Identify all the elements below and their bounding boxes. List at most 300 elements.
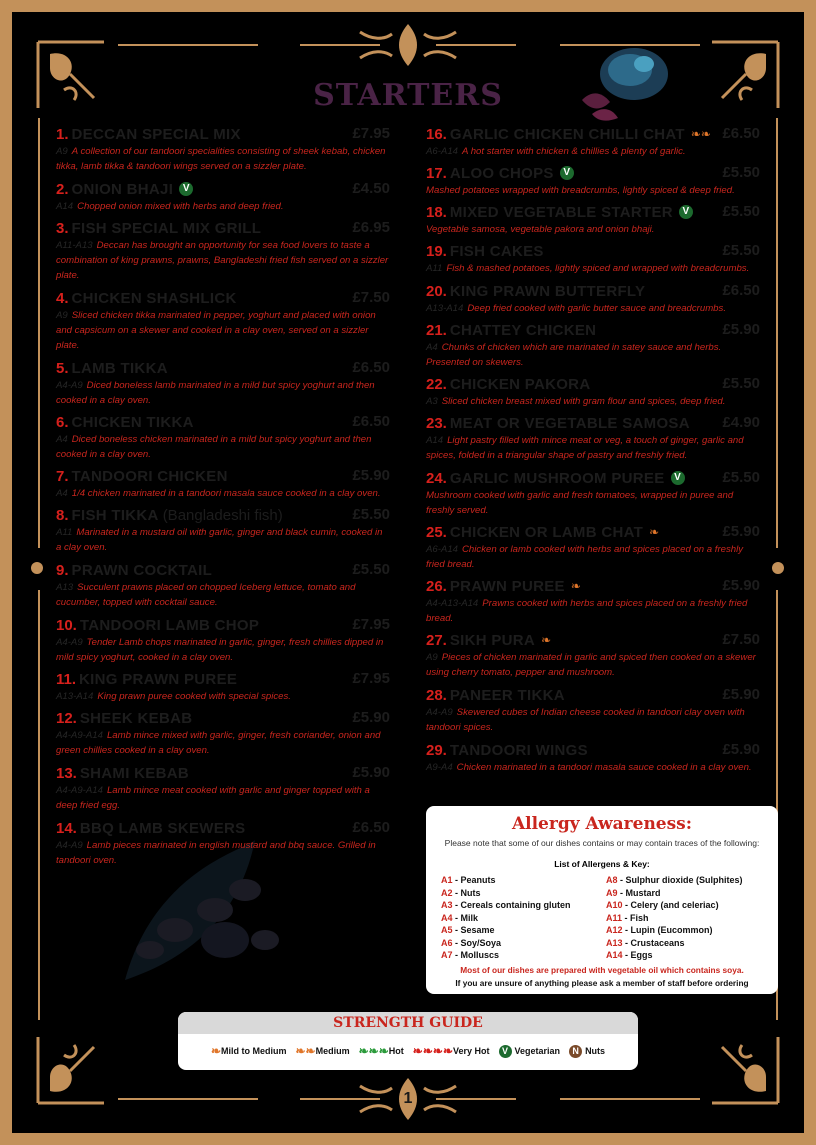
menu-item-price: £4.50 — [352, 180, 390, 197]
menu-item — [56, 466, 390, 501]
allergen-row-name: Lupin (Eucommon) — [630, 925, 713, 935]
nuts-icon: N — [569, 1045, 582, 1058]
menu-item-price: £5.90 — [722, 686, 760, 703]
menu-item-description — [56, 580, 390, 610]
frame-top-line-left — [118, 44, 258, 46]
menu-item-description — [56, 199, 390, 214]
menu-item-name: KING PRAWN BUTTERFLY — [449, 282, 646, 300]
menu-item-description — [426, 301, 760, 316]
strength-guide — [178, 1012, 638, 1070]
menu-item-number: 26. — [426, 577, 447, 595]
allergen-code: A4 — [56, 488, 68, 499]
menu-item-name: CHICKEN PAKORA — [449, 375, 591, 393]
menu-item-description — [426, 144, 760, 159]
menu-item-header — [426, 202, 760, 222]
allergen-row: A12 - Lupin (Eucommon) — [606, 925, 713, 935]
allergen-row: A3 - Cereals containing gluten — [441, 900, 571, 910]
menu-item-number: 11. — [56, 670, 77, 688]
menu-item-number: 25. — [426, 523, 447, 541]
menu-item-description-text: King prawn puree cooked with special spices. — [97, 691, 291, 702]
menu-item-header — [56, 505, 390, 525]
allergen-row-name: Sesame — [460, 925, 495, 935]
menu-item-header — [426, 740, 760, 760]
menu-item-header — [426, 630, 760, 650]
menu-item-number: 23. — [426, 414, 447, 432]
allergen-row-code: A1 — [441, 875, 453, 885]
menu-item-name: PANEER TIKKA — [449, 686, 565, 704]
chili-icon: ❧ — [210, 1044, 221, 1058]
menu-item-description — [56, 783, 390, 813]
menu-item — [56, 615, 390, 665]
menu-item-description-text: Succulent prawns placed on chopped Iceberg lettuce, tomato and cucumber, topped with cocktail sauce. — [56, 582, 356, 608]
menu-item-price: £6.50 — [352, 359, 390, 376]
menu-item-number: 13. — [56, 764, 77, 782]
menu-item-header — [56, 124, 390, 144]
menu-item-header — [56, 560, 390, 580]
menu-item-description — [56, 432, 390, 462]
menu-item-description-text: Diced boneless chicken marinated in a mild but spicy yoghurt and then cooked in a clay oven. — [56, 434, 372, 460]
menu-item-header — [56, 669, 390, 689]
menu-item-description — [426, 261, 760, 276]
menu-item — [56, 505, 390, 555]
menu-item-description-text: Light pastry filled with mince meat or veg, a touch of ginger, garlic and spices, folded in a triangular shape of pastry and freshly fried. — [426, 435, 744, 461]
allergen-row-name: Peanuts — [460, 875, 496, 885]
allergen-row-code: A4 — [441, 912, 453, 923]
menu-item-header — [56, 818, 390, 838]
menu-item-name: BBQ LAMB SKEWERS — [79, 819, 246, 837]
vegetarian-icon: V — [679, 205, 693, 219]
menu-item-number: 27. — [426, 631, 447, 649]
menu-item-description — [426, 394, 760, 409]
allergen-row-name: Celery (and celeriac) — [630, 900, 719, 910]
menu-item-header — [56, 763, 390, 783]
menu-item-description-text: Fish & mashed potatoes, lightly spiced and wrapped with breadcrumbs. — [446, 263, 750, 274]
legend-nuts — [569, 1045, 605, 1058]
menu-item — [56, 708, 390, 758]
legend-nuts-label: Nuts — [585, 1046, 606, 1056]
chili-icon: ❧❧ — [295, 1044, 316, 1058]
frame-right-dot — [772, 562, 784, 574]
menu-item — [426, 374, 760, 409]
menu-item — [56, 818, 390, 868]
allergen-row: A1 - Peanuts — [441, 875, 496, 885]
menu-item — [426, 685, 760, 735]
allergen-code: A3 — [426, 396, 438, 407]
menu-item-name: GARLIC MUSHROOM PUREE — [449, 469, 665, 487]
allergen-row: A6 - Soy/Soya — [441, 937, 502, 948]
allergen-code: A4-A13-A14 — [426, 598, 479, 609]
menu-item-number: 17. — [426, 164, 447, 182]
menu-item-price: £5.50 — [722, 469, 760, 486]
menu-item-header — [56, 179, 390, 199]
menu-item-name: LAMB TIKKA — [71, 359, 168, 377]
menu-item-name: SHEEK KEBAB — [79, 709, 193, 727]
allergen-row-code: A8 — [606, 875, 618, 885]
menu-item-header — [426, 413, 760, 433]
allergen-code: A13-A14 — [56, 691, 94, 702]
frame-left-line-top — [38, 118, 40, 548]
frame-left-dot — [31, 562, 43, 574]
allergy-note: Please note that some of our dishes contains or may contain traces of the following: — [444, 838, 760, 848]
menu-item-price: £5.50 — [722, 375, 760, 392]
menu-item-description-text: Sliced chicken tikka marinated in pepper, yoghurt and placed with onion and capsicum on a skewer and cooked in a clay oven, served on a sizzler plate. — [56, 310, 376, 351]
menu-item-description-text: Mashed potatoes wrapped with breadcrumbs, lightly spiced & deep fried. — [426, 185, 735, 196]
menu-item-name: PRAWN PUREE — [449, 577, 565, 595]
legend-vegetarian-label: Vegetarian — [514, 1046, 561, 1056]
menu-item-number: 19. — [426, 242, 447, 260]
menu-item-description-text: Skewered cubes of Indian cheese cooked in tandoori clay oven with tandoori spices. — [426, 707, 745, 733]
allergen-code: A6-A14 — [426, 544, 458, 555]
menu-item-description — [426, 222, 760, 237]
menu-item-description-text: Pieces of chicken marinated in garlic and spiced then cooked on a skewer using cherry tomato, pepper and mushroom. — [426, 652, 756, 678]
allergen-row-code: A9 — [606, 887, 618, 898]
menu-item — [56, 560, 390, 610]
menu-item-description — [426, 433, 760, 463]
menu-item-header — [426, 124, 760, 144]
menu-item-description-text: Chicken or lamb cooked with herbs and spices placed on a freshly fried bread. — [426, 544, 744, 570]
menu-item-price: £5.50 — [352, 561, 390, 578]
menu-item-header — [426, 163, 760, 183]
menu-item-number: 10. — [56, 616, 77, 634]
menu-item-description — [56, 728, 390, 758]
menu-item — [426, 630, 760, 680]
chili-icon: ❧ — [541, 633, 552, 647]
allergy-title: Allergy Awareness: — [511, 814, 693, 834]
menu-item-description-text: Chunks of chicken which are marinated in satey sauce and herbs. Presented on skewers. — [426, 342, 722, 368]
allergen-row-code: A2 — [441, 887, 453, 898]
allergy-awareness-box — [426, 806, 778, 994]
allergen-code: A11 — [426, 263, 443, 274]
menu-item-description-text: Diced boneless lamb marinated in a mild but spicy yoghurt and then cooked in a clay oven. — [56, 380, 375, 406]
menu-item-price: £5.50 — [352, 506, 390, 523]
menu-item-price: £5.90 — [352, 467, 390, 484]
menu-item-subtitle: (Bangladeshi fish) — [162, 506, 283, 524]
chili-icon: ❧❧❧ — [358, 1044, 389, 1058]
allergen-code: A14 — [426, 435, 444, 446]
menu-item-header — [426, 685, 760, 705]
menu-item-number: 21. — [426, 321, 447, 339]
menu-item-header — [426, 468, 760, 488]
allergen-code: A11 — [56, 527, 73, 538]
menu-item-price: £6.50 — [352, 413, 390, 430]
menu-item — [426, 241, 760, 276]
menu-item-number: 8. — [56, 506, 69, 524]
menu-item-header — [426, 374, 760, 394]
menu-item-name: MIXED VEGETABLE STARTER — [449, 203, 673, 221]
allergen-row-code: A10 — [606, 900, 623, 910]
menu-item-name: TANDOORI LAMB CHOP — [79, 616, 260, 634]
menu-item — [426, 576, 760, 626]
menu-item — [56, 412, 390, 462]
allergen-row-code: A7 — [441, 950, 453, 960]
allergen-row-code: A11 — [606, 912, 623, 923]
allergen-row-code: A12 — [606, 925, 623, 935]
menu-item-number: 20. — [426, 282, 447, 300]
menu-item-description-text: Tender Lamb chops marinated in garlic, ginger, fresh chillies dipped in mild spicy yoghurt, cooked in a clay oven. — [56, 637, 384, 663]
menu-item-description — [56, 144, 390, 174]
menu-item-name: SHAMI KEBAB — [79, 764, 189, 782]
allergen-code: A4-A9 — [56, 637, 83, 648]
menu-item-number: 16. — [426, 125, 447, 143]
menu-item-name: FISH CAKES — [449, 242, 544, 260]
allergen-code: A4-A9-A14 — [56, 730, 103, 741]
menu-item-price: £6.50 — [722, 282, 760, 299]
legend-medium-label: Medium — [315, 1046, 350, 1056]
allergen-code: A4-A9 — [56, 840, 83, 851]
menu-item-description-text: Lamb mince meat cooked with garlic and ginger topped with a deep fried egg. — [56, 785, 370, 811]
menu-item-price: £7.95 — [352, 670, 390, 687]
legend-vegetarian — [499, 1045, 561, 1058]
allergen-row: A11 - Fish — [606, 912, 649, 923]
vegetarian-icon: V — [560, 166, 574, 180]
frame-right-line-top — [776, 118, 778, 548]
menu-item-description — [56, 838, 390, 868]
menu-item-price: £7.95 — [352, 125, 390, 142]
allergen-list — [441, 874, 771, 962]
menu-item-description-text: Deep fried cooked with garlic butter sauce and breadcrumbs. — [467, 303, 726, 314]
allergen-row-code: A14 — [606, 950, 623, 960]
menu-item-price: £5.50 — [722, 242, 760, 259]
vegetarian-icon: V — [179, 182, 193, 196]
ask-staff-notice: If you are unsure of anything please ask a member of staff before ordering — [455, 978, 749, 988]
menu-item-header — [426, 241, 760, 261]
menu-item-price: £7.50 — [722, 631, 760, 648]
menu-item-number: 14. — [56, 819, 77, 837]
menu-item-description — [56, 378, 390, 408]
allergen-row: A10 - Celery (and celeriac) — [606, 900, 719, 910]
legend-hot — [359, 1044, 404, 1058]
allergen-row-code: A3 — [441, 900, 453, 910]
menu-item-name: ONION BHAJI — [71, 180, 174, 198]
menu-item-name: FISH SPECIAL MIX GRILL — [71, 219, 262, 237]
strength-guide-title: STRENGTH GUIDE — [178, 1012, 638, 1034]
allergen-row: A5 - Sesame — [441, 925, 495, 935]
menu-item — [426, 740, 760, 775]
page-number: 1 — [403, 1090, 413, 1107]
menu-item-description-text: Mushroom cooked with garlic and fresh tomatoes, wrapped in puree and freshly served. — [426, 490, 734, 516]
menu-item-header — [56, 466, 390, 486]
menu-item-price: £6.50 — [722, 125, 760, 142]
menu-item-description-text: A collection of our tandoori specialities consisting of sheek kebab, chicken tikka, lamb tikka & tandoori wings served on a sizzler plate. — [56, 146, 386, 172]
menu-item-price: £4.90 — [722, 414, 760, 431]
allergen-row: A4 - Milk — [441, 912, 479, 923]
menu-item-description-text: Prawns cooked with herbs and spices placed on a freshly fried bread. — [426, 598, 748, 624]
allergen-code: A11-A13 — [56, 240, 93, 251]
menu-item-description — [56, 689, 390, 704]
menu-item-number: 9. — [56, 561, 69, 579]
menu-item-name: ALOO CHOPS — [449, 164, 554, 182]
menu-item-price: £5.50 — [722, 203, 760, 220]
legend-mild-label: Mild to Medium — [221, 1046, 287, 1056]
menu-item-number: 18. — [426, 203, 447, 221]
soya-oil-notice: Most of our dishes are prepared with vegetable oil which contains soya. — [460, 965, 744, 975]
allergen-row-name: Milk — [460, 912, 479, 923]
menu-item — [56, 124, 390, 174]
menu-item-price: £6.95 — [352, 219, 390, 236]
menu-item-name: MEAT OR VEGETABLE SAMOSA — [449, 414, 690, 432]
legend-very-hot-label: Very Hot — [453, 1046, 490, 1056]
menu-item-number: 22. — [426, 375, 447, 393]
menu-item-description — [426, 183, 760, 198]
menu-item-name: CHATTEY CHICKEN — [449, 321, 597, 339]
allergen-row: A7 - Molluscs — [441, 950, 500, 960]
menu-item-header — [56, 412, 390, 432]
menu-item-price: £5.90 — [722, 321, 760, 338]
menu-item-name: GARLIC CHICKEN CHILLI CHAT — [449, 125, 685, 143]
allergen-row-name: Cereals containing gluten — [460, 900, 571, 910]
menu-item-number: 7. — [56, 467, 69, 485]
vegetarian-icon: V — [671, 471, 685, 485]
menu-item — [56, 358, 390, 408]
menu-item-description — [56, 635, 390, 665]
menu-item-description — [56, 308, 390, 353]
chili-icon: ❧❧ — [690, 127, 711, 141]
frame-left-line-bottom — [38, 590, 40, 1020]
allergen-code: A13-A14 — [426, 303, 464, 314]
menu-item — [56, 218, 390, 283]
menu-item-description-text: Lamb pieces marinated in english mustard and bbq sauce. Grilled in tandoori oven. — [56, 840, 376, 866]
allergen-row-name: Crustaceans — [630, 937, 685, 948]
menu-item-header — [426, 576, 760, 596]
menu-item-description — [426, 542, 760, 572]
menu-item — [56, 179, 390, 214]
menu-item-description — [56, 486, 390, 501]
menu-item-name: CHICKEN SHASHLICK — [71, 289, 237, 307]
menu-item — [426, 281, 760, 316]
menu-item-price: £5.90 — [352, 764, 390, 781]
vegetarian-icon: V — [499, 1045, 512, 1058]
menu-item-number: 29. — [426, 741, 447, 759]
allergen-row: A14 - Eggs — [606, 950, 653, 960]
menu-item-name: TANDOORI WINGS — [449, 741, 588, 759]
menu-item-price: £7.95 — [352, 616, 390, 633]
menu-item-description — [56, 525, 390, 555]
menu-item — [56, 669, 390, 704]
menu-item-number: 5. — [56, 359, 69, 377]
allergen-list-right — [606, 874, 771, 962]
menu-item-description-text: Lamb mince mixed with garlic, ginger, fresh coriander, onion and green chillies cooked in a clay oven. — [56, 730, 381, 756]
menu-item-header — [426, 281, 760, 301]
menu-item — [426, 468, 760, 518]
menu-item-description-text: 1/4 chicken marinated in a tandoori masala sauce cooked in a clay oven. — [71, 488, 381, 499]
menu-item-description-text: A hot starter with chicken & chillies & plenty of garlic. — [462, 146, 686, 157]
menu-item-number: 3. — [56, 219, 69, 237]
menu-item-name: TANDOORI CHICKEN — [71, 467, 228, 485]
menu-item — [426, 522, 760, 572]
menu-item-header — [56, 288, 390, 308]
menu-item — [426, 413, 760, 463]
menu-item-price: £5.90 — [352, 709, 390, 726]
menu-item-header — [56, 218, 390, 238]
menu-item-header — [426, 320, 760, 340]
legend-mild — [211, 1044, 287, 1058]
menu-item-name: DECCAN SPECIAL MIX — [71, 125, 241, 143]
allergen-code: A6-A14 — [426, 146, 458, 157]
menu-item-number: 2. — [56, 180, 69, 198]
menu-item-name: KING PRAWN PUREE — [79, 670, 238, 688]
menu-item-description-text: Deccan has brought an opportunity for sea food lovers to taste a combination of king prawns, prawns, Bangladeshi fried fish served on a sizzler plate. — [56, 240, 389, 281]
menu-item-description-text: Marinated in a mustard oil with garlic, ginger and black cumin, cooked in a clay oven. — [56, 527, 383, 553]
page-title: STARTERS — [313, 78, 503, 113]
menu-item-name: CHICKEN TIKKA — [71, 413, 194, 431]
menu-item-description — [426, 488, 760, 518]
menu-item-number: 28. — [426, 686, 447, 704]
menu-item-header — [56, 708, 390, 728]
menu-item — [426, 163, 760, 198]
allergen-code: A9-A4 — [426, 762, 453, 773]
menu-item-description-text: Sliced chicken breast mixed with gram flour and spices, deep fried. — [441, 396, 726, 407]
allergen-row-code: A13 — [606, 937, 623, 948]
legend-very-hot — [413, 1044, 490, 1058]
menu-item-number: 24. — [426, 469, 447, 487]
legend-hot-label: Hot — [388, 1046, 404, 1056]
allergen-code: A4-A9-A14 — [56, 785, 103, 796]
menu-item — [56, 763, 390, 813]
menu-item-number: 6. — [56, 413, 69, 431]
strength-guide-legend — [178, 1034, 638, 1068]
allergen-code: A4 — [56, 434, 68, 445]
menu-item-header — [56, 358, 390, 378]
menu-item-description — [426, 650, 760, 680]
allergen-code: A4-A9 — [56, 380, 83, 391]
menu-item-header — [426, 522, 760, 542]
chili-icon: ❧ — [649, 525, 660, 539]
allergen-code: A14 — [56, 201, 74, 212]
menu-item-name: PRAWN COCKTAIL — [71, 561, 213, 579]
allergen-key-title: List of Allergens & Key: — [554, 859, 650, 869]
allergen-code: A9 — [56, 310, 68, 321]
menu-item-number: 4. — [56, 289, 69, 307]
menu-item-description — [426, 340, 760, 370]
menu-item-name: SIKH PURA — [449, 631, 536, 649]
top-flourish-ornament — [300, 20, 516, 70]
allergen-list-left — [441, 874, 606, 962]
allergen-code: A4 — [426, 342, 438, 353]
menu-item — [426, 202, 760, 237]
menu-item-number: 12. — [56, 709, 77, 727]
allergen-row-name: Eggs — [630, 950, 653, 960]
left-menu-column — [56, 124, 390, 868]
legend-medium — [296, 1044, 350, 1058]
menu-item-description — [426, 705, 760, 735]
menu-item-price: £5.90 — [722, 577, 760, 594]
menu-item-description — [426, 760, 760, 775]
chili-icon: ❧❧❧❧ — [412, 1044, 454, 1058]
allergen-row: A9 - Mustard — [606, 887, 661, 898]
allergen-code: A4-A9 — [426, 707, 453, 718]
menu-item — [426, 320, 760, 370]
allergen-row-name: Molluscs — [460, 950, 500, 960]
allergen-row-code: A5 — [441, 925, 453, 935]
menu-item-description-text: Chopped onion mixed with herbs and deep fried. — [77, 201, 284, 212]
allergen-row: A8 - Sulphur dioxide (Sulphites) — [606, 875, 743, 885]
allergen-row-name: Fish — [630, 912, 649, 923]
allergen-row: A2 - Nuts — [441, 887, 481, 898]
allergen-row-name: Sulphur dioxide (Sulphites) — [625, 875, 743, 885]
allergen-row-name: Soy/Soya — [460, 937, 502, 948]
menu-item-price: £5.90 — [722, 523, 760, 540]
menu-item-description-text: Vegetable samosa, vegetable pakora and onion bhaji. — [426, 224, 655, 235]
chili-icon: ❧ — [570, 579, 581, 593]
right-menu-column — [426, 124, 760, 775]
allergen-row-name: Mustard — [625, 887, 661, 898]
menu-item-price: £5.90 — [722, 741, 760, 758]
menu-item-description — [56, 238, 390, 283]
menu-item-number: 1. — [56, 125, 69, 143]
allergen-code: A13 — [56, 582, 74, 593]
menu-item-description — [426, 596, 760, 626]
menu-item-description-text: Chicken marinated in a tandoori masala sauce cooked in a clay oven. — [456, 762, 752, 773]
